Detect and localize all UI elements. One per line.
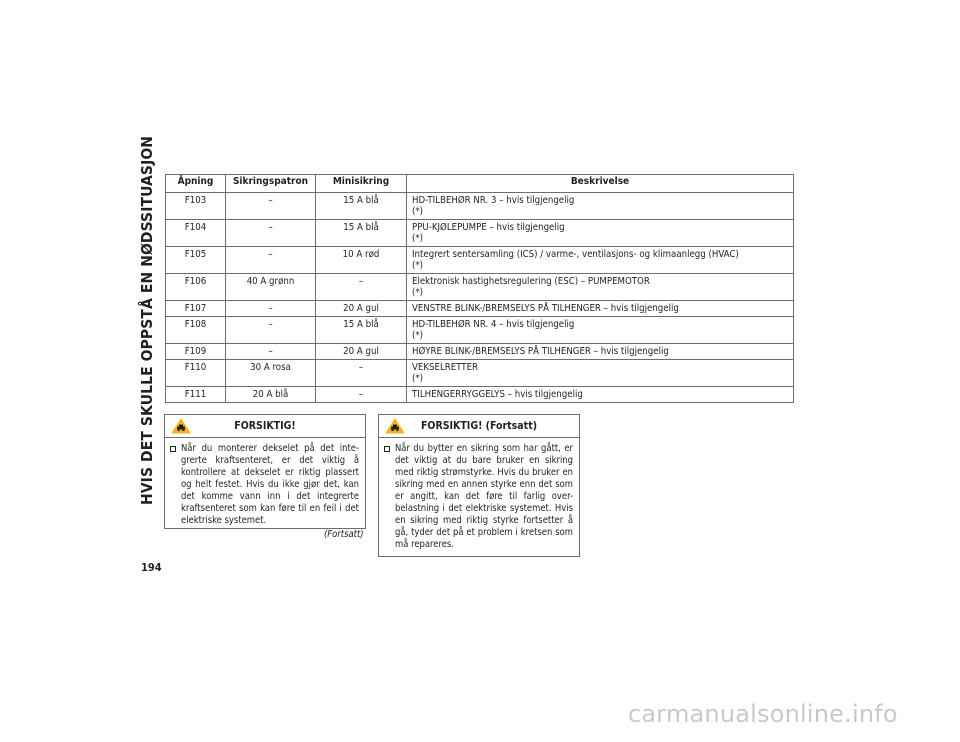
cell-cartridge: 40 A grønn (226, 274, 316, 301)
cell-mini: 20 A gul (316, 301, 407, 317)
cell-cartridge: 20 A blå (226, 387, 316, 403)
cell-description (407, 317, 794, 344)
cell-opening: F108 (166, 317, 226, 344)
cell-mini: 15 A blå (316, 220, 407, 247)
cell-description (407, 387, 794, 403)
description-note: (*) (412, 373, 424, 384)
cell-opening: F105 (166, 247, 226, 274)
continued-label: (Fortsatt) (324, 529, 364, 540)
cell-mini: 15 A blå (316, 193, 407, 220)
header-mini: Minisikring (316, 175, 407, 193)
cell-description (407, 344, 794, 360)
caution-warning-icon (385, 418, 405, 434)
table-row (166, 301, 794, 317)
table-row (166, 317, 794, 344)
caution-body (165, 438, 365, 532)
caution-text: Når du monterer dekselet på det inte-grerte kraftsenteret, er det viktig å kontrollere at dekselet er riktig plassert og helt festet. Hvis du ikke gjør det, kan det komme vann inn i det integrerte kraftsenteret som kan føre til en feil i det elektriske systemet. (181, 443, 359, 526)
description-note: (*) (412, 233, 424, 244)
table-row (166, 344, 794, 360)
cell-mini: 20 A gul (316, 344, 407, 360)
cell-description (407, 220, 794, 247)
cell-opening: F103 (166, 193, 226, 220)
cell-mini: – (316, 274, 407, 301)
header-cartridge: Sikringspatron (226, 175, 316, 193)
header-opening: Åpning (166, 175, 226, 193)
description-note: (*) (412, 260, 424, 271)
cell-mini: – (316, 360, 407, 387)
caution-warning-icon (171, 418, 191, 434)
description-text: VEKSELRETTER (412, 362, 479, 373)
cell-mini: – (316, 387, 407, 403)
cell-description (407, 301, 794, 317)
cell-opening: F104 (166, 220, 226, 247)
description-text: HD-TILBEHØR NR. 4 – hvis tilgjengelig (412, 319, 575, 330)
bullet-square-icon (384, 446, 390, 452)
cell-opening: F109 (166, 344, 226, 360)
description-note: (*) (412, 330, 424, 341)
bullet-square-icon (170, 446, 176, 452)
cell-description (407, 193, 794, 220)
caution-title: FORSIKTIG! (Fortsatt) (420, 420, 538, 432)
cell-cartridge: – (226, 301, 316, 317)
cell-opening: F107 (166, 301, 226, 317)
description-text: TILHENGERRYGGELYS – hvis tilgjengelig (412, 389, 583, 400)
caution-title: FORSIKTIG! (234, 420, 296, 432)
caution-header (165, 415, 365, 438)
section-side-title: HVIS DET SKULLE OPPSTÅ EN NØDSSITUASJON (138, 135, 156, 505)
cell-cartridge: – (226, 220, 316, 247)
page-number: 194 (141, 561, 162, 574)
description-text: Elektronisk hastighetsregulering (ESC) – PUMPEMOTOR (412, 276, 650, 287)
cell-cartridge: – (226, 317, 316, 344)
caution-body (379, 438, 579, 556)
header-description: Beskrivelse (407, 175, 794, 193)
table-header-row (166, 175, 794, 193)
description-text: Integrert sentersamling (ICS) / varme-, ventilasjons- og klimaanlegg (HVAC) (412, 249, 739, 260)
caution-header (379, 415, 579, 438)
fuse-table (165, 174, 794, 403)
description-text: HØYRE BLINK-/BREMSELYS PÅ TILHENGER – hvis tilgjengelig (412, 346, 669, 357)
cell-mini: 10 A rød (316, 247, 407, 274)
cell-opening: F110 (166, 360, 226, 387)
cell-opening: F106 (166, 274, 226, 301)
table-row (166, 387, 794, 403)
cell-mini: 15 A blå (316, 317, 407, 344)
cell-opening: F111 (166, 387, 226, 403)
cell-cartridge: – (226, 247, 316, 274)
caution-text: Når du bytter en sikring som har gått, er det viktig at du bare bruker en sikring med riktig strømstyrke. Hvis du bruker en sikring med en annen styrke enn det som er angitt, kan det føre til farlig over-belastning i det elektriske systemet. Hvis en sikring med riktig styrke fortsetter å gå, tyder det på et problem i kretsen som må repareres. (395, 443, 573, 550)
table-row (166, 220, 794, 247)
table-row (166, 193, 794, 220)
cell-cartridge: 30 A rosa (226, 360, 316, 387)
table-row (166, 274, 794, 301)
caution-box-left (164, 414, 366, 529)
cell-cartridge: – (226, 193, 316, 220)
table-row (166, 360, 794, 387)
watermark: carmanualsonline.info (628, 700, 898, 728)
cell-description (407, 274, 794, 301)
table-row (166, 247, 794, 274)
description-text: HD-TILBEHØR NR. 3 – hvis tilgjengelig (412, 195, 575, 206)
description-note: (*) (412, 206, 424, 217)
cell-description (407, 360, 794, 387)
cell-description (407, 247, 794, 274)
cell-cartridge: – (226, 344, 316, 360)
description-text: PPU-KJØLEPUMPE – hvis tilgjengelig (412, 222, 565, 233)
description-note: (*) (412, 287, 424, 298)
description-text: VENSTRE BLINK-/BREMSELYS PÅ TILHENGER – hvis tilgjengelig (412, 303, 679, 314)
caution-box-right (378, 414, 580, 557)
